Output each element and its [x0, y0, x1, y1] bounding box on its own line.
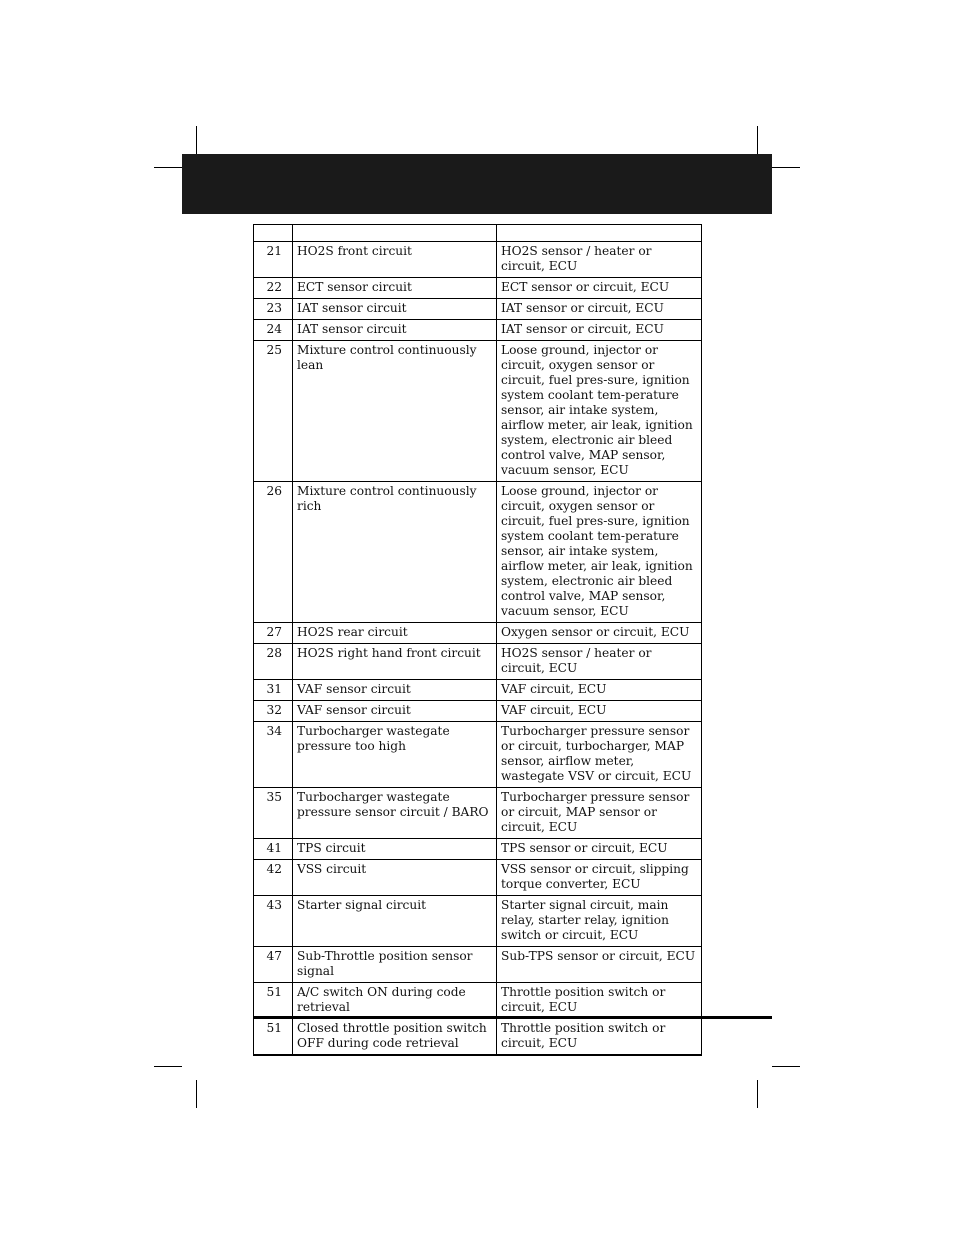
table-row	[254, 1019, 702, 1056]
table-row	[254, 341, 702, 482]
description-cell: Turbocharger wastegate pressure sensor circuit / BARO	[293, 788, 497, 839]
code-cell: 31	[254, 680, 293, 701]
causes-cell: Throttle position switch or circuit, ECU	[497, 1019, 702, 1056]
crop-mark-bottom-left-vertical	[196, 1080, 197, 1108]
table-row	[254, 983, 702, 1019]
code-cell: 23	[254, 299, 293, 320]
causes-cell: IAT sensor or circuit, ECU	[497, 299, 702, 320]
description-cell: Starter signal circuit	[293, 896, 497, 947]
description-cell: VAF sensor circuit	[293, 680, 497, 701]
description-cell: Closed throttle position switch OFF during code retrieval	[293, 1019, 497, 1056]
table-body	[254, 242, 702, 1056]
description-cell: ECT sensor circuit	[293, 278, 497, 299]
table-row	[254, 299, 702, 320]
trouble-code-table	[253, 224, 702, 1056]
table-header-row	[254, 225, 702, 242]
causes-cell: TPS sensor or circuit, ECU	[497, 839, 702, 860]
causes-cell: VAF circuit, ECU	[497, 680, 702, 701]
description-cell: HO2S front circuit	[293, 242, 497, 278]
table-row	[254, 839, 702, 860]
crop-mark-top-left-vertical	[196, 126, 197, 154]
description-cell: Mixture control continuously lean	[293, 341, 497, 482]
crop-mark-top-right-vertical	[757, 126, 758, 154]
description-cell: HO2S rear circuit	[293, 623, 497, 644]
description-cell: IAT sensor circuit	[293, 299, 497, 320]
causes-cell: Turbocharger pressure sensor or circuit, turbocharger, MAP sensor, airflow meter, wastegate VSV or circuit, ECU	[497, 722, 702, 788]
code-cell: 51	[254, 1019, 293, 1056]
table-row	[254, 623, 702, 644]
code-cell: 43	[254, 896, 293, 947]
header-description	[293, 225, 497, 242]
crop-mark-bottom-right-vertical	[757, 1080, 758, 1108]
causes-cell: HO2S sensor / heater or circuit, ECU	[497, 644, 702, 680]
causes-cell: VSS sensor or circuit, slipping torque converter, ECU	[497, 860, 702, 896]
code-cell: 51	[254, 983, 293, 1019]
code-cell: 35	[254, 788, 293, 839]
code-cell: 32	[254, 701, 293, 722]
code-cell: 25	[254, 341, 293, 482]
causes-cell: VAF circuit, ECU	[497, 701, 702, 722]
description-cell: IAT sensor circuit	[293, 320, 497, 341]
code-cell: 34	[254, 722, 293, 788]
table-row	[254, 701, 702, 722]
header-code	[254, 225, 293, 242]
table-row	[254, 644, 702, 680]
causes-cell: Turbocharger pressure sensor or circuit, MAP sensor or circuit, ECU	[497, 788, 702, 839]
description-cell: Turbocharger wastegate pressure too high	[293, 722, 497, 788]
code-cell: 28	[254, 644, 293, 680]
crop-mark-bottom-left-horizontal	[154, 1066, 182, 1067]
code-cell: 47	[254, 947, 293, 983]
description-cell: A/C switch ON during code retrieval	[293, 983, 497, 1019]
causes-cell: Loose ground, injector or circuit, oxygen sensor or circuit, fuel pres-sure, ignition system coolant tem-perature sensor, air intake system, airflow meter, air leak, ignition system, electronic air bleed control valve, MAP sensor, vacuum sensor, ECU	[497, 482, 702, 623]
table-row	[254, 896, 702, 947]
crop-mark-top-right-horizontal	[772, 167, 800, 168]
description-cell: Sub-Throttle position sensor signal	[293, 947, 497, 983]
code-cell: 22	[254, 278, 293, 299]
table-row	[254, 722, 702, 788]
code-cell: 41	[254, 839, 293, 860]
causes-cell: Starter signal circuit, main relay, starter relay, ignition switch or circuit, ECU	[497, 896, 702, 947]
table-row	[254, 320, 702, 341]
table-row	[254, 242, 702, 278]
causes-cell: Throttle position switch or circuit, ECU	[497, 983, 702, 1019]
crop-mark-bottom-right-horizontal	[772, 1066, 800, 1067]
footer-rule	[253, 1016, 772, 1019]
description-cell: VSS circuit	[293, 860, 497, 896]
code-cell: 26	[254, 482, 293, 623]
causes-cell: IAT sensor or circuit, ECU	[497, 320, 702, 341]
description-cell: TPS circuit	[293, 839, 497, 860]
table-row	[254, 788, 702, 839]
description-cell: HO2S right hand front circuit	[293, 644, 497, 680]
header-bar	[182, 154, 772, 214]
description-cell: VAF sensor circuit	[293, 701, 497, 722]
header-causes	[497, 225, 702, 242]
table-row	[254, 680, 702, 701]
code-cell: 24	[254, 320, 293, 341]
crop-mark-top-left-horizontal	[154, 167, 182, 168]
code-cell: 21	[254, 242, 293, 278]
causes-cell: Oxygen sensor or circuit, ECU	[497, 623, 702, 644]
code-cell: 42	[254, 860, 293, 896]
causes-cell: Loose ground, injector or circuit, oxygen sensor or circuit, fuel pres-sure, ignition system coolant tem-perature sensor, air intake system, airflow meter, air leak, ignition system, electronic air bleed control valve, MAP sensor, vacuum sensor, ECU	[497, 341, 702, 482]
table-row	[254, 278, 702, 299]
code-cell: 27	[254, 623, 293, 644]
causes-cell: HO2S sensor / heater or circuit, ECU	[497, 242, 702, 278]
description-cell: Mixture control continuously rich	[293, 482, 497, 623]
table-row	[254, 860, 702, 896]
causes-cell: ECT sensor or circuit, ECU	[497, 278, 702, 299]
table-row	[254, 482, 702, 623]
causes-cell: Sub-TPS sensor or circuit, ECU	[497, 947, 702, 983]
table-row	[254, 947, 702, 983]
